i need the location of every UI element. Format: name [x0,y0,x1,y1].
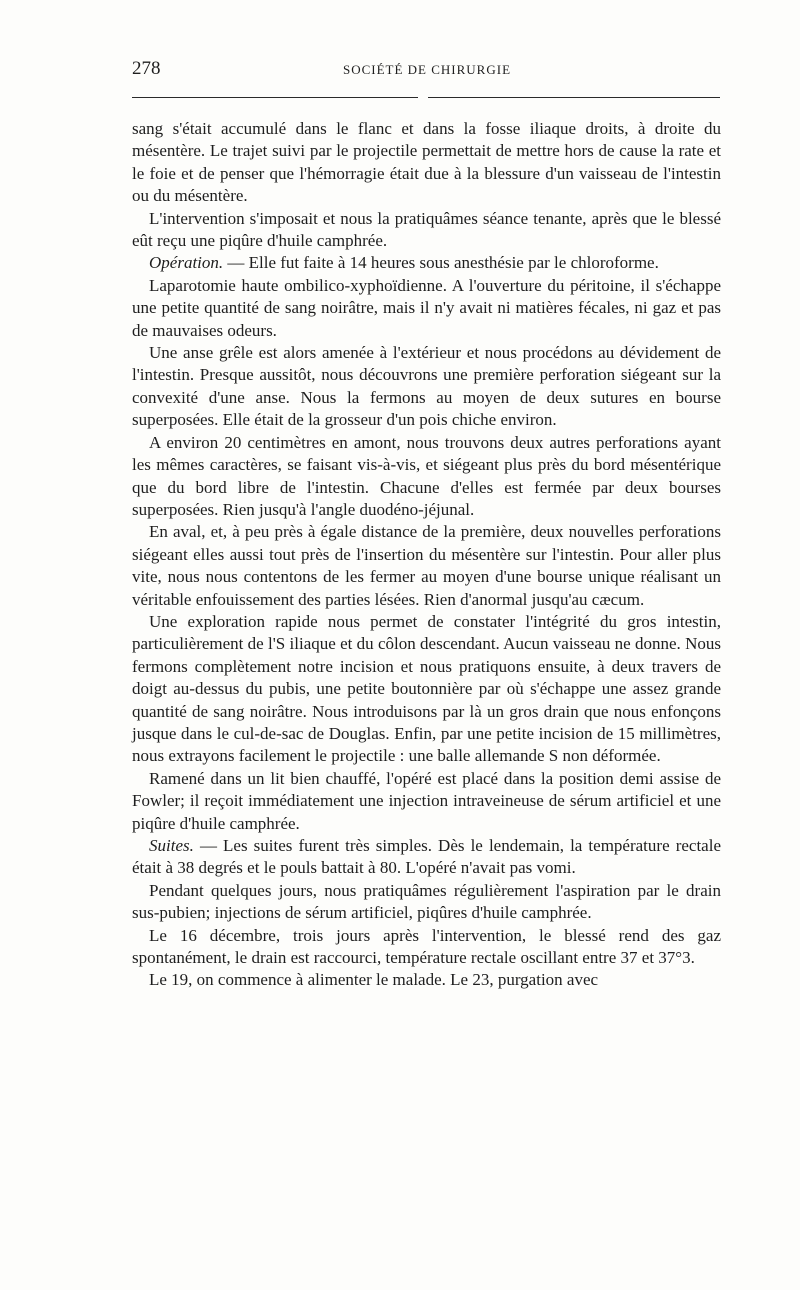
paragraph-intervention: L'intervention s'imposait et nous la pratiquâmes séance tenante, après que le blessé eût reçu une piqûre d'huile camphrée. [132,208,721,251]
paragraph-amont: A environ 20 centimètres en amont, nous trouvons deux autres perforations ayant les mêmes caractères, se faisant vis-à-vis, et siégeant plus près du bord mésentérique que du bord libre de l'intestin. Chacune d'elles est fermée par deux bourses superposées. Rien jusqu'à l'angle duodéno-jéjunal. [132,432,721,519]
paragraph-aval: En aval, et, à peu près à égale distance de la première, deux nouvelles perforations siégeant elles aussi tout près de l'insertion du mésentère sur l'intestin. Pour aller plus vite, nous nous contentons de les fermer au moyen d'une bourse unique réalisant un véritable enfouissement des parties lésées. Rien d'anormal jusqu'au cæcum. [132,522,721,609]
paragraph-operation: Opération. — Elle fut faite à 14 heures sous anesthésie par le chloroforme. [149,253,659,273]
paragraph-19: Le 19, on commence à alimenter le malade. Le 23, purgation avec [149,970,599,990]
paragraph-continuation: sang s'était accumulé dans le flanc et dans la fosse iliaque droits, à droite du mésentère. Le trajet suivi par le projectile permettait de mettre hors de cause la rate et le foie et de penser que l'hémorragie était due à la blessure d'un vaisseau de l'intestin ou du mésentère. [132,119,721,206]
paragraph-fowler: Ramené dans un lit bien chauffé, l'opéré est placé dans la position demi assise de Fowler; il reçoit immédiatement une injection intraveineuse de sérum artificiel et une piqûre d'huile camphrée. [132,768,721,833]
paragraph-exploration: Une exploration rapide nous permet de constater l'intégrité du gros intestin, particulièrement de l'S iliaque et du côlon descendant. Aucun vaisseau ne donne. Nous fermons complètement notre incision et nous pratiquons ensuite, à deux travers de doigt au-dessus du pubis, une petite boutonnière par où s'échappe une assez grande quantité de sang noirâtre. Nous introduisons par là un gros drain que nous enfonçons jusque dans le cul-de-sac de Douglas. Enfin, par une petite incision de 15 millimètres, nous extrayons facilement le projectile : une balle allemande S non déformée. [132,611,721,766]
section-label-suites: Suites. [149,836,194,855]
page-number: 278 [132,58,161,79]
paragraph-suites: Suites. — Les suites furent très simples. Dès le lendemain, la température rectale était à 38 degrés et le pouls battait à 80. L'opéré n'avait pas vomi. [132,836,721,878]
paragraph-laparotomie: Laparotomie haute ombilico-xyphoïdienne. A l'ouverture du péritoine, il s'échappe une petite quantité de sang noirâtre, mais il n'y avait ni matières fécales, ni gaz et pas de mauvaises odeurs. [132,275,721,340]
page-header [132,58,722,82]
body-text [132,118,721,992]
paragraph-16-decembre: Le 16 décembre, trois jours après l'intervention, le blessé rend des gaz spontanément, le drain est raccourci, température rectale oscillant entre 37 et 37°3. [132,925,721,968]
running-head: SOCIÉTÉ DE CHIRURGIE [342,62,512,77]
paragraph-anse-grele: Une anse grêle est alors amenée à l'extérieur et nous procédons au dévidement de l'intestin. Presque aussitôt, nous découvrons une première perforation siégeant sur la convexité d'une anse. Nous la fermons au moyen de deux sutures en bourse superposées. Elle était de la grosseur d'un pois chiche environ. [132,343,721,430]
header-rule-gap [418,95,428,100]
section-label-operation: Opération. [149,253,224,273]
paragraph-aspiration: Pendant quelques jours, nous pratiquâmes régulièrement l'aspiration par le drain sus-pubien; injections de sérum artificiel, piqûres d'huile camphrée. [132,880,721,923]
